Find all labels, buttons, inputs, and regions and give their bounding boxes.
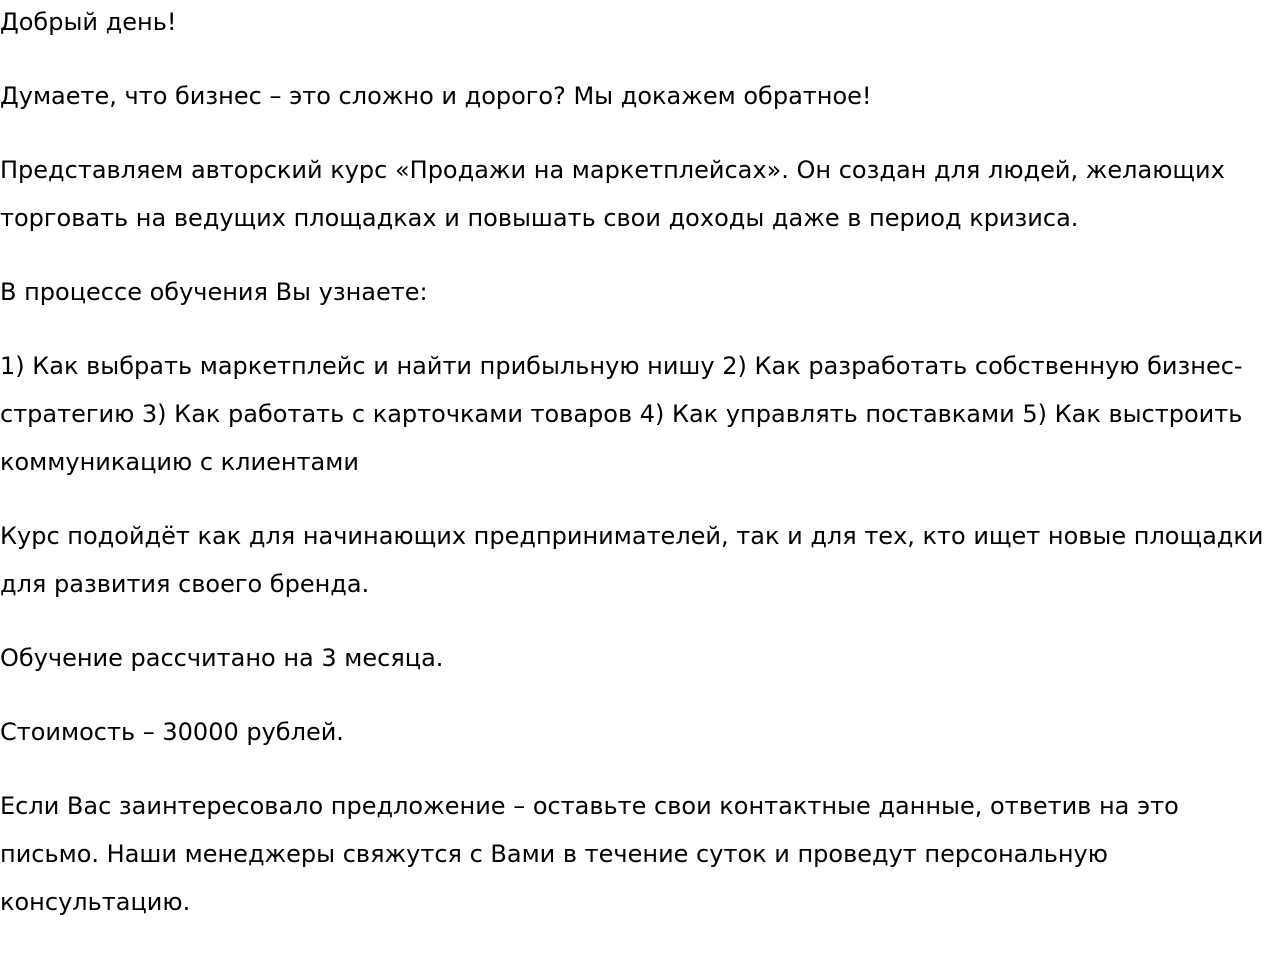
intro-paragraph: Представляем авторский курс «Продажи на маркетплейсах». Он создан для людей, желающих торговать на ведущих площадках и повышать свои доходы даже в период кризиса. <box>0 156 1225 232</box>
greeting-paragraph: Добрый день! <box>0 8 177 36</box>
learn-heading-paragraph: В процессе обучения Вы узнаете: <box>0 278 428 306</box>
hook-paragraph: Думаете, что бизнес – это сложно и дорого? Мы докажем обратное! <box>0 82 872 110</box>
audience-paragraph: Курс подойдёт как для начинающих предпринимателей, так и для тех, кто ищет новые площадки для развития своего бренда. <box>0 522 1264 598</box>
call-to-action-paragraph: Если Вас заинтересовало предложение – оставьте свои контактные данные, ответив на это письмо. Наши менеджеры свяжутся с Вами в течение суток и проведут персональную консультацию. <box>0 792 1179 916</box>
duration-paragraph: Обучение рассчитано на 3 месяца. <box>0 644 444 672</box>
learn-list-paragraph: 1) Как выбрать маркетплейс и найти прибыльную нишу 2) Как разработать собственную бизнес-стратегию 3) Как работать с карточками товаров 4) Как управлять поставками 5) Как выстроить коммуникацию с клиентами <box>0 352 1243 476</box>
price-paragraph: Стоимость – 30000 рублей. <box>0 718 344 746</box>
